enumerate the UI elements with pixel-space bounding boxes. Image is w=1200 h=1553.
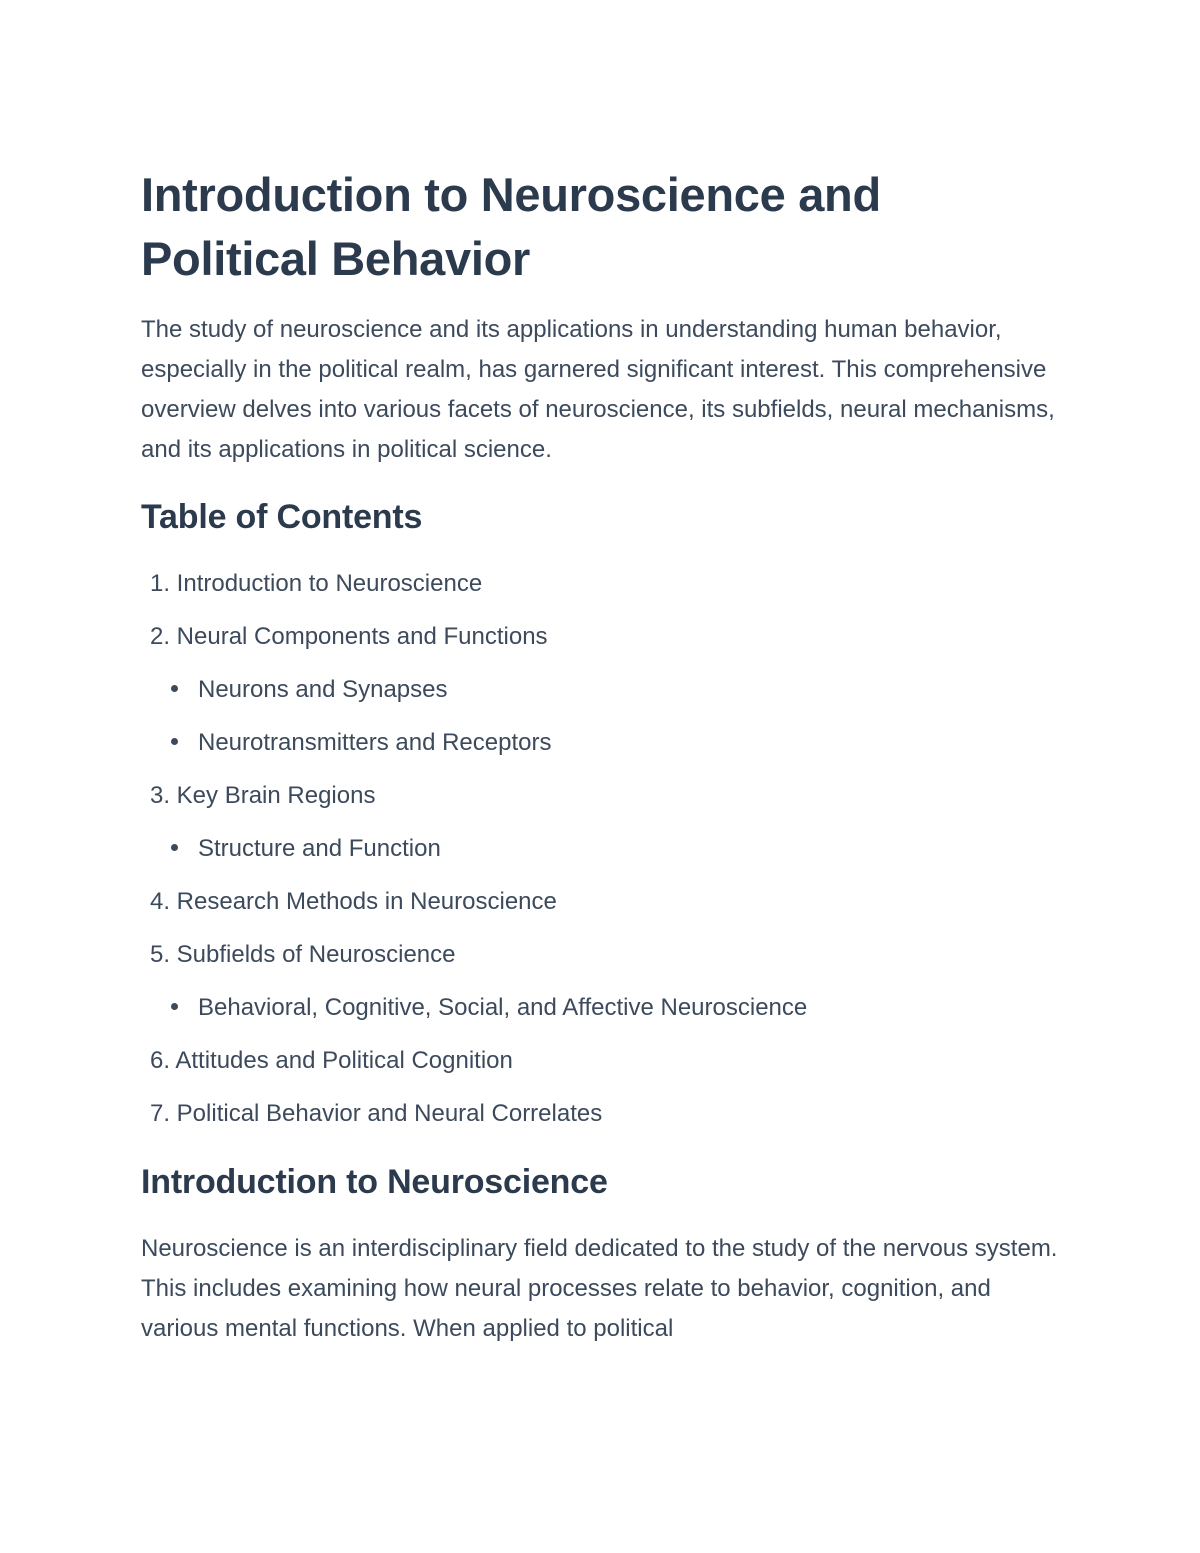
bullet-icon [171,738,178,745]
toc-item-4[interactable] [141,882,807,935]
bullet-icon [171,1003,178,1010]
toc-item-label: Introduction to Neuroscience [176,570,483,597]
bullet-icon [171,685,178,692]
toc-item-label: Key Brain Regions [176,782,376,809]
toc-number: 4. [149,888,170,915]
toc-number: 1. [149,570,170,597]
toc-subitem-neurons[interactable] [141,670,807,723]
toc-subitem-neurotransmitters[interactable] [141,723,807,776]
toc-number: 6. [149,1047,170,1074]
toc-number: 7. [149,1100,170,1127]
section-heading: Introduction to Neuroscience [141,1163,608,1201]
toc-item-label: Neurotransmitters and Receptors [198,729,552,756]
bullet-icon [171,844,178,851]
toc-item-label: Neural Components and Functions [176,623,548,650]
toc-item-2[interactable] [141,617,807,670]
table-of-contents [141,564,807,1147]
toc-heading: Table of Contents [141,498,423,536]
toc-item-label: Neurons and Synapses [198,676,448,703]
toc-subitem-structure[interactable] [141,829,807,882]
toc-number: 2. [149,623,170,650]
toc-number: 5. [149,941,170,968]
toc-item-label: Behavioral, Cognitive, Social, and Affective Neuroscience [198,994,808,1021]
toc-item-label: Research Methods in Neuroscience [176,888,557,915]
toc-number: 3. [149,782,170,809]
toc-item-3[interactable] [141,776,807,829]
toc-item-label: Subfields of Neuroscience [176,941,456,968]
toc-item-6[interactable] [141,1041,807,1094]
toc-item-5[interactable] [141,935,807,988]
intro-paragraph: The study of neuroscience and its applications in understanding human behavior, especially in the political realm, has garnered significant interest. This comprehensive overview delves into various facets of neuroscience, its subfields, neural mechanisms, and its applications in political science. [141,316,1055,463]
toc-item-label: Structure and Function [198,835,441,862]
toc-subitem-subfields[interactable] [141,988,807,1041]
document-title: Introduction to Neuroscience and Political Behavior [141,168,881,285]
toc-item-label: Political Behavior and Neural Correlates [176,1100,603,1127]
toc-item-7[interactable] [141,1094,807,1147]
toc-item-label: Attitudes and Political Cognition [175,1047,513,1074]
section-paragraph: Neuroscience is an interdisciplinary field dedicated to the study of the nervous system. This includes examining how neural processes relate to behavior, cognition, and various mental functions. When applied to political [141,1235,1058,1342]
toc-item-1[interactable] [141,564,807,617]
